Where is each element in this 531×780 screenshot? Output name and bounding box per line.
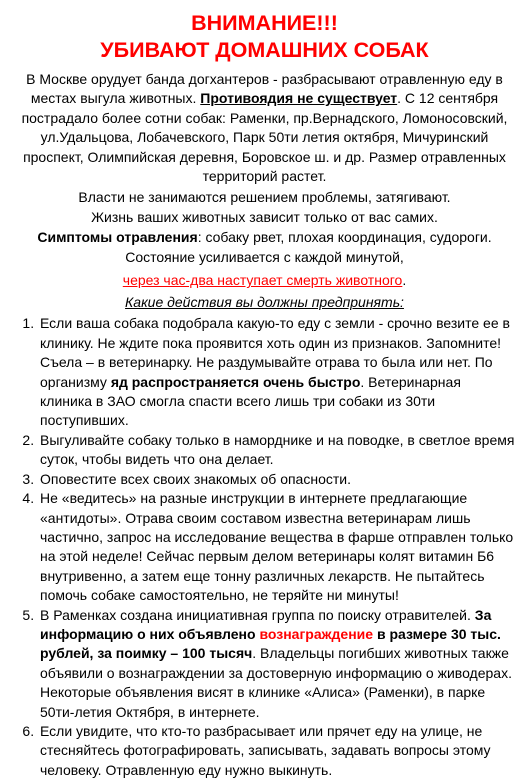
life-depends-notice: Жизнь ваших животных зависит только от вас самих.: [91, 209, 438, 226]
death-end: .: [402, 272, 407, 289]
reward-text: вознаграждение: [259, 625, 374, 642]
step1-text-2: . Ветеринарная клиника в ЗАО смогла спасти всего лишь три собаки из 30ти поступивших.: [40, 373, 461, 429]
step5-text-1: В Раменках создана инициативная группа по поиску отравителей.: [40, 606, 475, 623]
step2-text: Выгуливайте собаку только в наморднике и на поводке, в светлое время суток, чтобы видеть что она делает.: [40, 431, 515, 468]
headline-warning: ВНИМАНИЕ!!!: [191, 11, 338, 35]
step5-bold-2: в размере 30 тыс. рублей, за поимку – 100 тысяч: [40, 625, 501, 662]
intro-text-1: В Москве орудует банда догхантеров - разбрасывают отравленную еду в местах выгула животных.: [26, 71, 503, 107]
intro-paragraph: [14, 70, 515, 186]
worsens-line: Состояние усиливается с каждой минутой,: [125, 249, 404, 266]
authorities-notice: Власти не занимаются решением проблемы, затягивают.: [78, 189, 451, 206]
symptoms-line: [14, 227, 515, 247]
list-item: [38, 470, 515, 489]
step5-bold-1: За информацию о них объявлено: [40, 606, 492, 642]
list-item: [38, 431, 515, 470]
actions-heading: Какие действия вы должны предпринять:: [125, 294, 404, 311]
step1-text-1: Если ваша собака подобрала какую-то еду с земли - срочно везите ее в клинику. Не ждите пока проявится хоть один из признаков. Запомните! Съела – в ветеринарку. Не раздумывайте отрава то была или нет. По организму: [40, 315, 510, 390]
death-warning: через час-два наступает смерть животного: [122, 272, 403, 289]
step4-text: Не «ведитесь» на разные инструкции в интернете предлагающие «антидоты». Отрава своим составом известна ветеринарам лишь частично, запрос на исследование вещества в фарше отправлен только на этой неделе! Сейчас первым делом ветеринары колят витамин Б6 внутривенно, а затем еще тонну различных лекарств. Не пытайтесь помочь собаке самостоятельно, не теряйте ни минуты!: [40, 490, 514, 604]
headline-main: УБИВАЮТ ДОМАШНИХ СОБАК: [100, 38, 429, 62]
death-line: [14, 270, 515, 290]
step6-text: Если увидите, что кто-то разбрасывает или прячет еду на улице, не стесняйтесь фотографировать, записывать, задавать вопросы этому человеку. Отравленную еду нужно выкинуть.: [40, 722, 491, 778]
step3-text: Оповестите всех своих знакомых об опасности.: [40, 470, 351, 487]
no-antidote-text: Противоядия не существует: [200, 90, 398, 107]
list-item: [38, 489, 515, 605]
step1-bold: яд распространяется очень быстро: [110, 373, 361, 390]
intro-text-2: . С 12 сентября пострадало более сотни собак: Раменки, пр.Вернадского, Ломоносовский, ул.Удальцова, Лобачевского, Парк 50ти летия октября, Мичуринский проспект, Олимпийская деревня, Боровское ш. и др. Размер отравленных территорий растет.: [21, 90, 508, 185]
list-item: [38, 722, 515, 780]
symptoms-label: Симптомы отравления: [37, 229, 198, 246]
step5-text-2: . Владельцы погибших животных также объявили о вознаграждении за достоверную информацию о живодерах. Некоторые объявления висят в клинике «Алиса» (Раменки), в парке 50ти-летия Октября, в интернете.: [40, 645, 512, 720]
list-item: [38, 314, 515, 430]
list-item: [38, 606, 515, 722]
action-steps-list: [14, 314, 515, 780]
symptoms-text: : собаку рвет, плохая координация, судороги.: [197, 229, 492, 246]
